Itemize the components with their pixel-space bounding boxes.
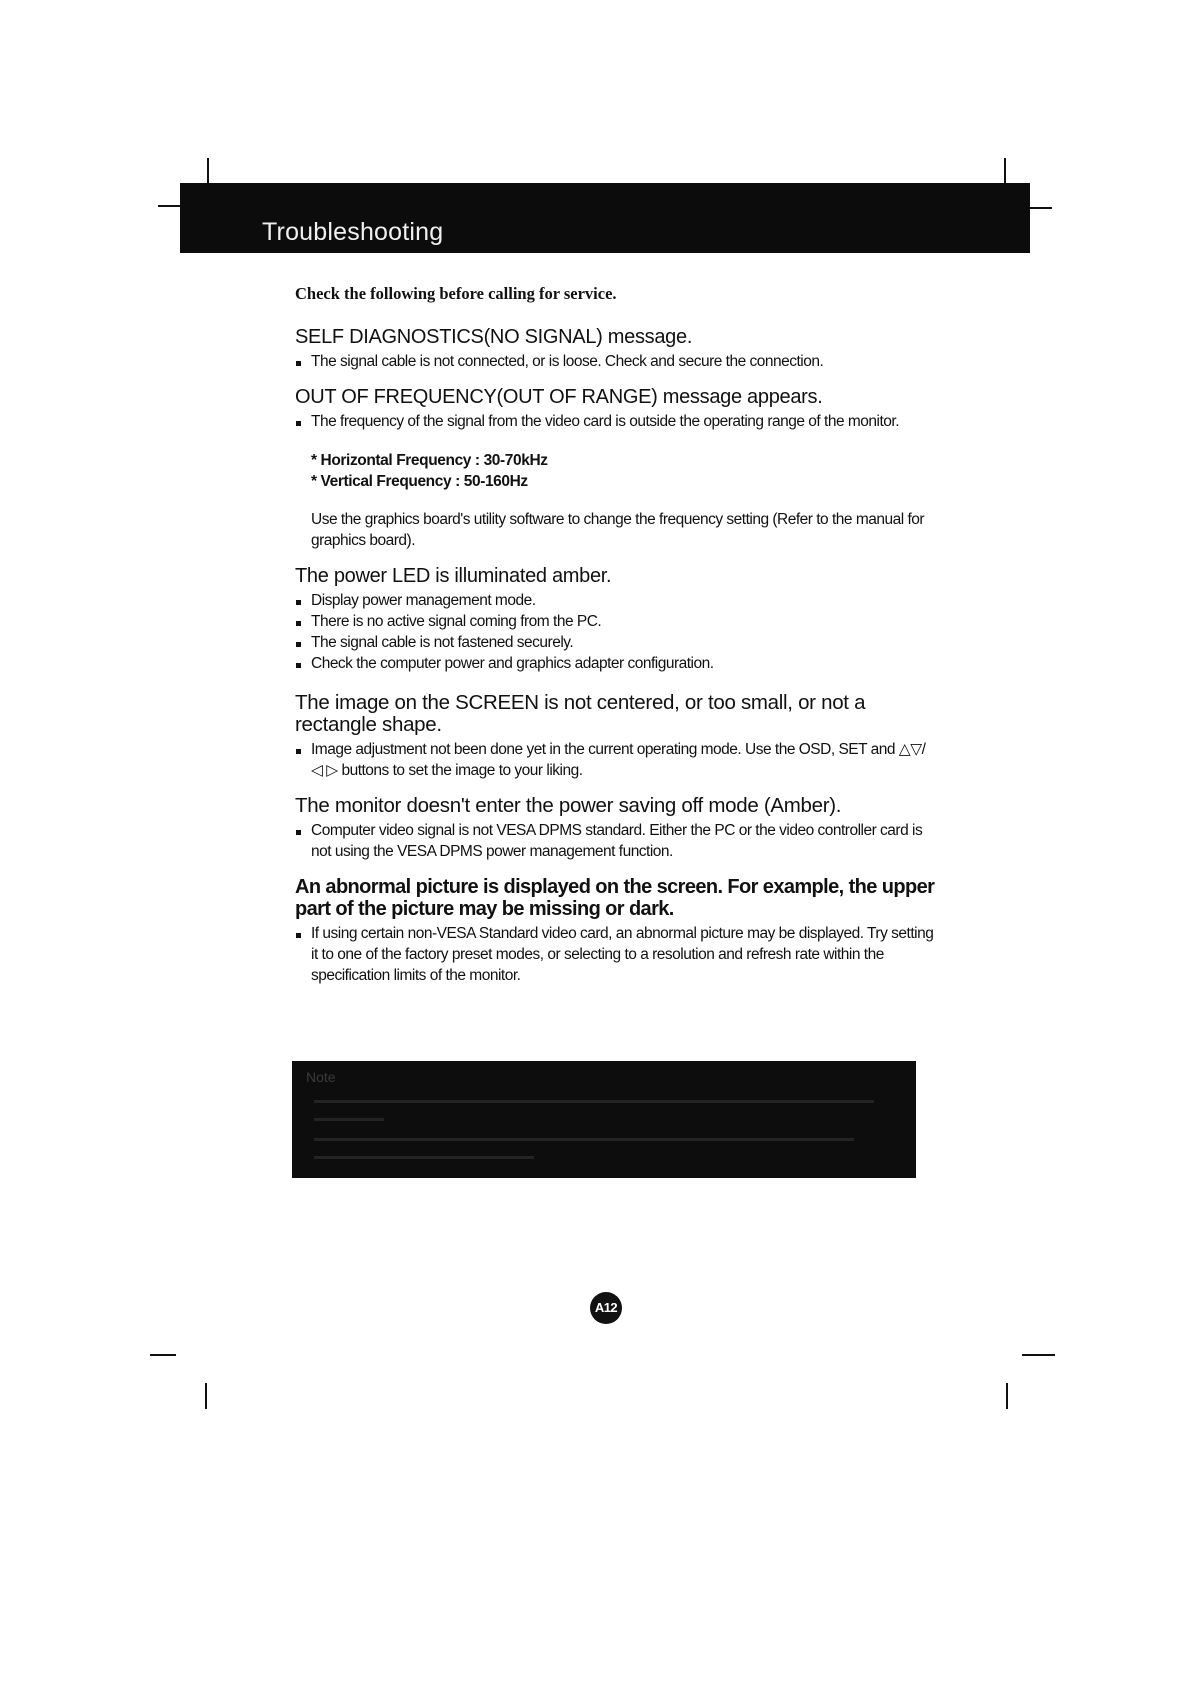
note-line — [314, 1100, 874, 1103]
bullet-square-icon — [296, 749, 301, 754]
list-item-text: If using certain non-VESA Standard video card, an abnormal picture may be displayed. Try setting it to one of the factory preset modes, or selecting to a resolution and refresh rate within the specification limits of the monitor. — [311, 925, 934, 984]
bullet-square-icon — [296, 830, 301, 835]
list-item-text: There is no active signal coming from the PC. — [311, 613, 602, 630]
horizontal-frequency: * Horizontal Frequency : 30-70kHz — [311, 452, 548, 469]
bullet-square-icon — [296, 621, 301, 626]
section-title: OUT OF FREQUENCY(OUT OF RANGE) message appears. — [295, 386, 823, 408]
list-item — [295, 411, 935, 432]
section-title: The monitor doesn't enter the power saving off mode (Amber). — [295, 794, 842, 817]
bullet-square-icon — [296, 421, 301, 426]
list-item — [295, 923, 935, 986]
bullet-square-icon — [296, 642, 301, 647]
note-line — [314, 1138, 854, 1141]
section-power-saving — [295, 795, 935, 862]
crop-mark-top-left-vertical — [207, 158, 209, 184]
troubleshooting-content — [295, 326, 935, 996]
list-item — [295, 611, 935, 632]
section-title: The image on the SCREEN is not centered, or too small, or not a rectangle shape. — [295, 691, 866, 736]
list-item-text: Computer video signal is not VESA DPMS standard. Either the PC or the video controller card is not using the VESA DPMS power management function. — [311, 822, 923, 860]
section-abnormal-picture — [295, 876, 935, 986]
bullet-square-icon — [296, 933, 301, 938]
list-item-text: The signal cable is not connected, or is loose. Check and secure the connection. — [311, 353, 824, 370]
list-item-text: The frequency of the signal from the video card is outside the operating range of the monitor. — [311, 413, 900, 430]
bullet-list — [295, 351, 935, 372]
section-power-led-amber — [295, 565, 935, 674]
note-line — [314, 1156, 534, 1159]
bullet-list — [295, 923, 935, 986]
bullet-square-icon — [296, 600, 301, 605]
list-item — [295, 653, 935, 674]
section-image-not-centered — [295, 692, 935, 781]
list-item — [295, 739, 935, 781]
section-title: An abnormal picture is displayed on the screen. For example, the upper part of the picture may be missing or dark. — [295, 876, 935, 920]
frequency-note: Use the graphics board's utility software to change the frequency setting (Refer to the manual for graphics board). — [311, 511, 925, 549]
bullet-square-icon — [296, 663, 301, 668]
list-item — [295, 351, 935, 372]
list-item-text: The signal cable is not fastened securely. — [311, 634, 574, 651]
list-item-text: Image adjustment not been done yet in the current operating mode. Use the OSD, SET and △▽/◁ ▷ buttons to set the image to your liking. — [311, 741, 926, 779]
bullet-list — [295, 411, 935, 432]
note-box — [292, 1061, 916, 1178]
note-line — [314, 1118, 384, 1121]
bullet-list — [295, 820, 935, 862]
crop-mark-bottom-right-vertical — [1006, 1383, 1008, 1409]
list-item — [295, 632, 935, 653]
section-no-signal — [295, 326, 935, 372]
crop-mark-bottom-left-vertical — [205, 1383, 207, 1409]
intro-text: Check the following before calling for service. — [295, 284, 617, 303]
bullet-list — [295, 590, 935, 674]
section-title: SELF DIAGNOSTICS(NO SIGNAL) message. — [295, 326, 693, 348]
list-item-text: Check the computer power and graphics adapter configuration. — [311, 655, 714, 672]
crop-mark-bottom-left-horizontal — [150, 1354, 176, 1356]
list-item-text: Display power management mode. — [311, 592, 536, 609]
note-label: Note — [306, 1069, 336, 1085]
vertical-frequency: * Vertical Frequency : 50-160Hz — [311, 473, 528, 490]
page-title: Troubleshooting — [262, 218, 444, 246]
header-bar — [180, 183, 1030, 253]
crop-mark-bottom-right-horizontal — [1022, 1354, 1055, 1356]
page-number-badge: A12 — [590, 1292, 622, 1324]
bullet-list — [295, 739, 935, 781]
crop-mark-top-right-vertical — [1004, 158, 1006, 184]
section-title: The power LED is illuminated amber. — [295, 565, 612, 587]
bullet-square-icon — [296, 361, 301, 366]
list-item — [295, 820, 935, 862]
list-item — [295, 590, 935, 611]
crop-mark-top-right-horizontal — [1030, 207, 1052, 209]
section-out-of-frequency — [295, 386, 935, 551]
frequency-specs — [311, 450, 935, 492]
crop-mark-top-left-horizontal — [158, 205, 180, 207]
